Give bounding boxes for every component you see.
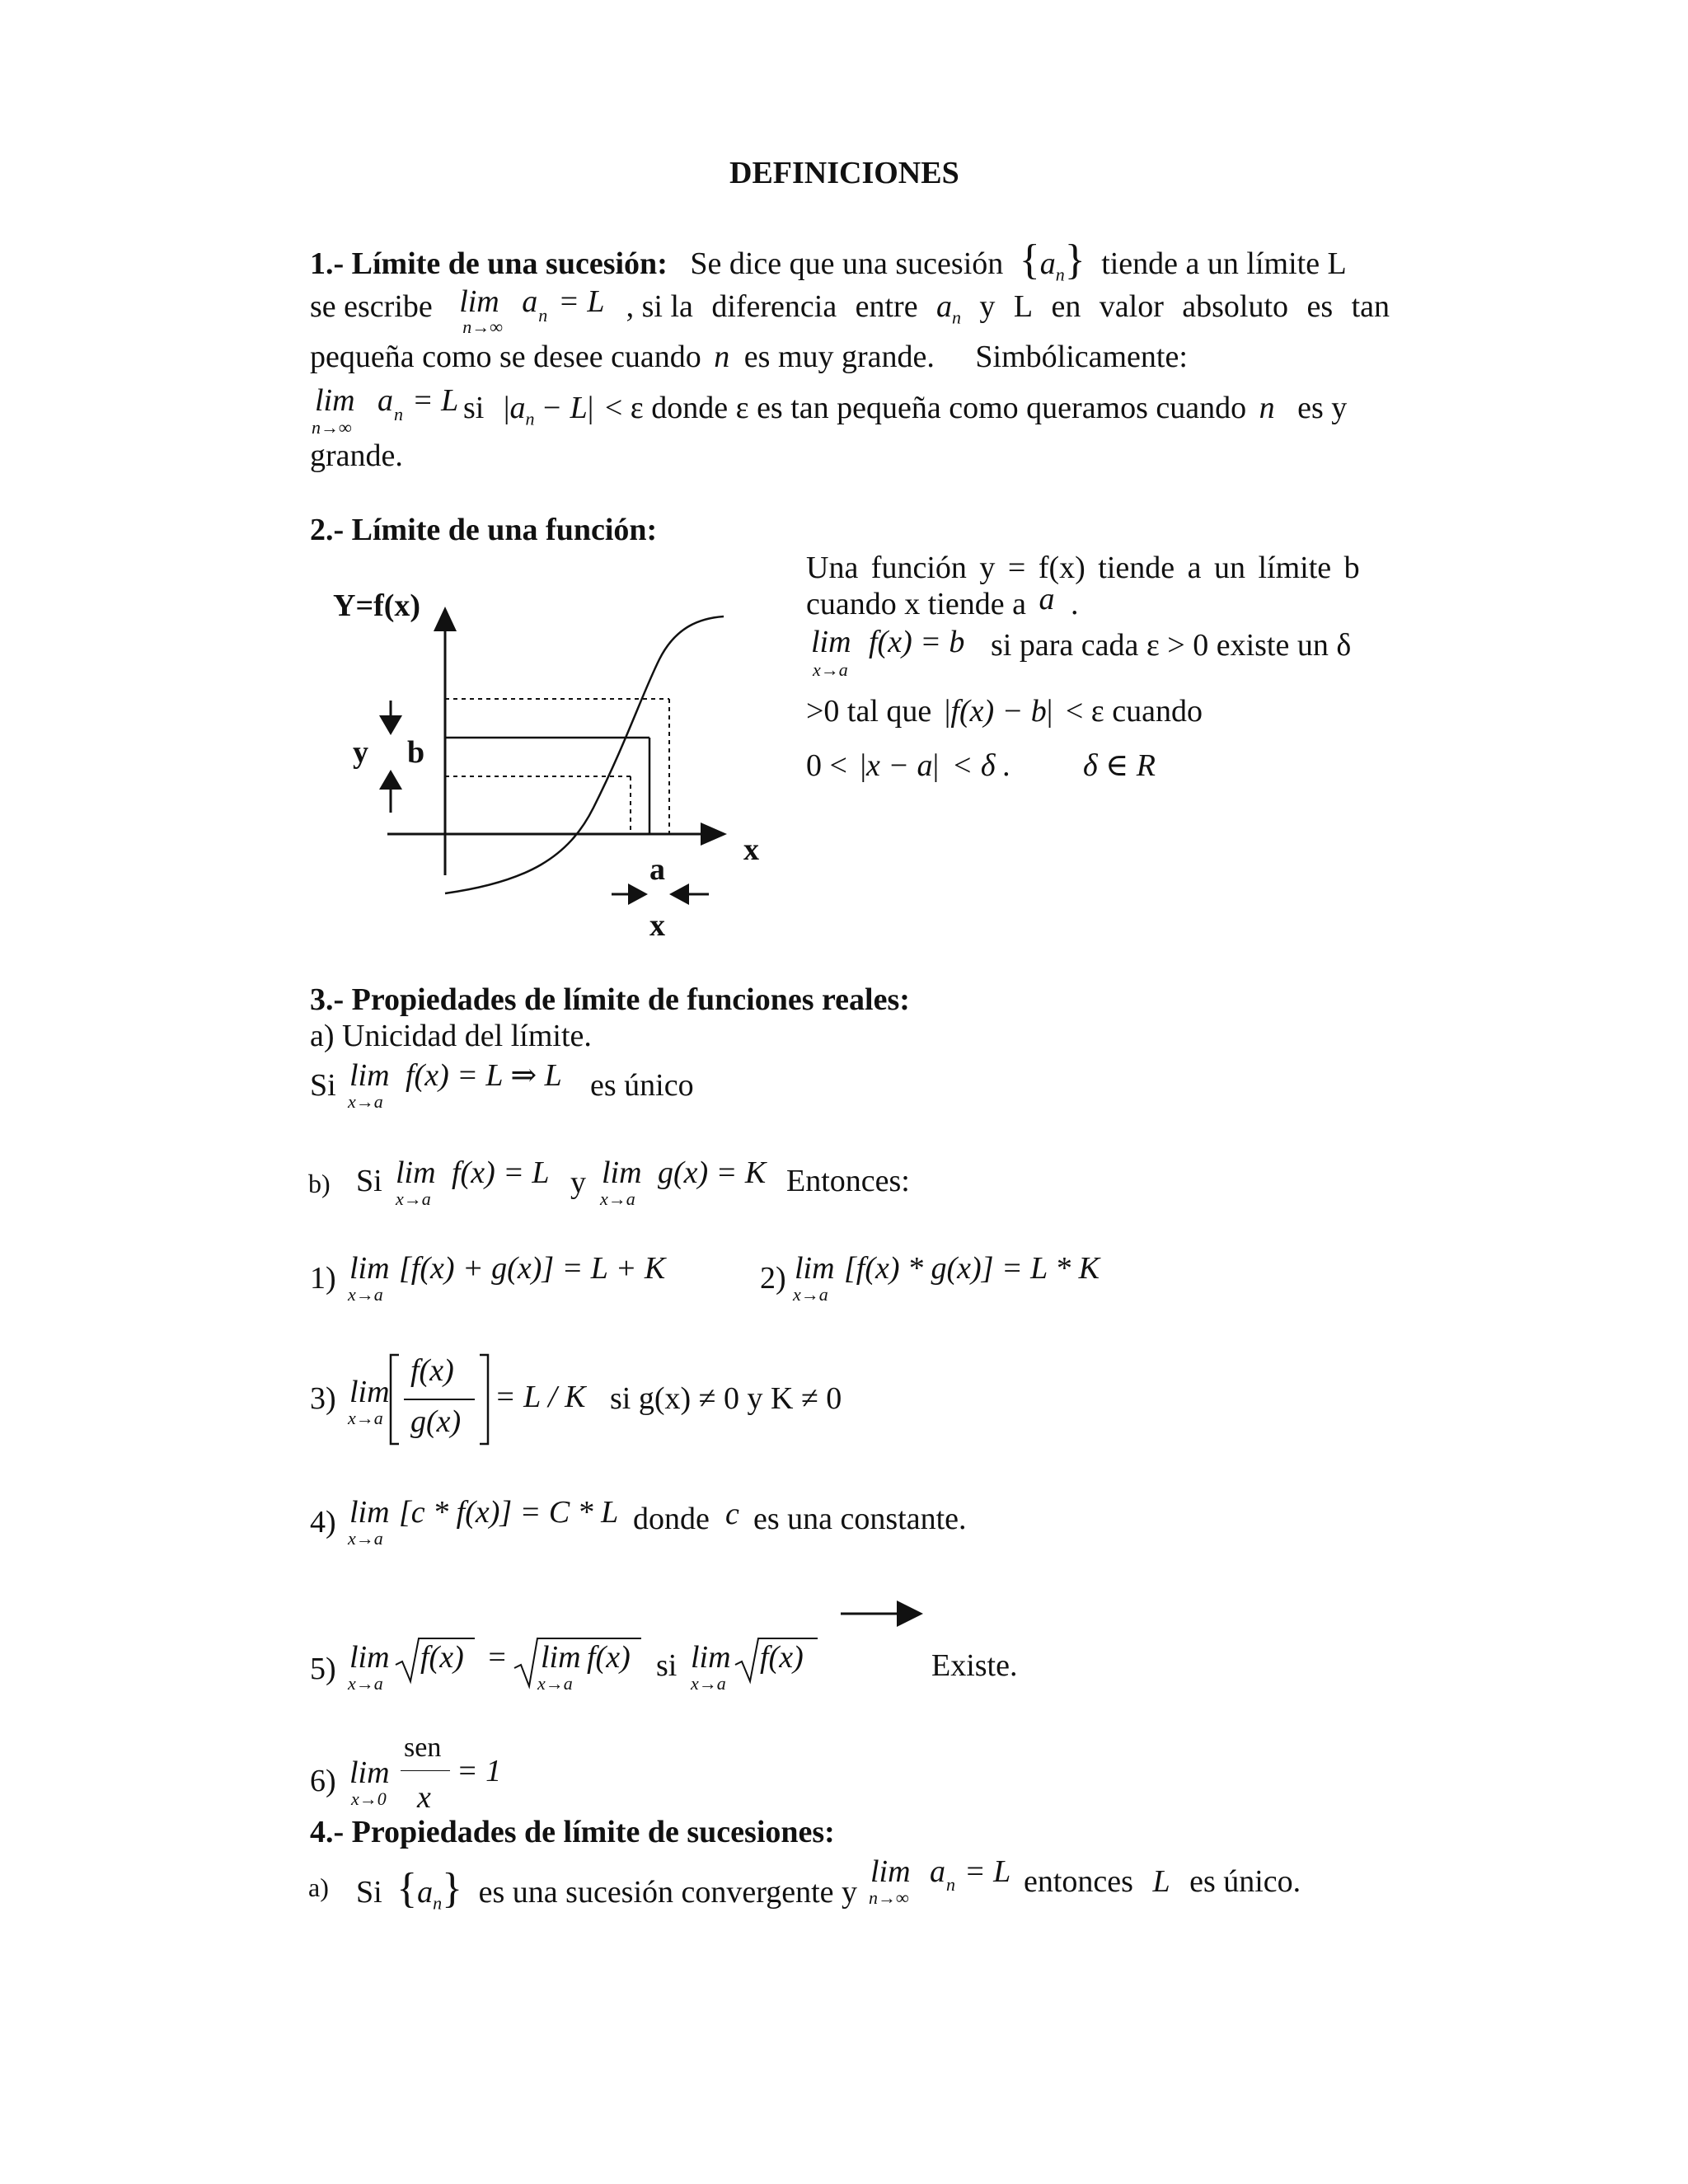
text: Se dice que una sucesión (690, 246, 1004, 281)
lim-word: lim (396, 1155, 436, 1190)
text: es y (1297, 391, 1348, 425)
lim-word: lim (795, 1251, 835, 1286)
text: entonces (1024, 1864, 1133, 1899)
item-number: 3) (310, 1381, 336, 1416)
lim-word: lim (349, 1640, 390, 1675)
lim-subscript: x→a (348, 1528, 383, 1549)
text: pequeña como se desee cuando (310, 340, 701, 374)
text: < ε donde ε es tan pequeña como queramos cuando (604, 391, 1247, 425)
lim-word: lim (691, 1640, 731, 1675)
text: es muy grande. (743, 340, 935, 374)
lim-subscript: x→a (813, 659, 848, 680)
math-var: c (725, 1497, 739, 1531)
section-1-line-5: grande. (310, 438, 403, 473)
lim-subscript: x→a (396, 1188, 431, 1209)
math-var: a (930, 1854, 945, 1889)
lim-subscript: x→a (348, 1091, 383, 1112)
fraction-denominator: g(x) (410, 1404, 462, 1439)
math-expr: δ ∈ R (1082, 748, 1156, 783)
text: valor (1099, 289, 1164, 324)
radicand: f(x) (760, 1640, 804, 1675)
text: 0 < (806, 748, 847, 783)
x-axis-arrow-icon (701, 823, 727, 846)
abs-bar: | (503, 391, 510, 425)
math-expr: f(x) = L (452, 1155, 550, 1190)
radicand: f(x) (587, 1640, 631, 1675)
section-3-heading: 3.- Propiedades de límite de funciones reales: (310, 982, 910, 1017)
math-expr: x − a (866, 748, 933, 783)
math-expr: [c * f(x)] = C * L (399, 1495, 619, 1530)
text: . (1070, 587, 1079, 621)
math-var: a (417, 1875, 434, 1910)
item-label: b) (308, 1169, 331, 1198)
math-limit (451, 284, 607, 337)
text: Entonces: (786, 1164, 910, 1198)
fraction-bar (401, 1770, 450, 1771)
fraction-numerator: f(x) (410, 1353, 454, 1388)
lim-subscript: x→a (537, 1673, 573, 1694)
text: Si (310, 1068, 336, 1103)
text: y (979, 289, 996, 324)
abs-bar: | (944, 694, 951, 729)
math-eq: = 1 (457, 1754, 502, 1788)
math-var: n (714, 340, 730, 374)
section-3-a-heading: a) Unicidad del límite. (310, 1019, 592, 1053)
item-number: 4) (310, 1505, 336, 1540)
graph-b-label: b (407, 735, 425, 770)
section-4-heading: 4.- Propiedades de límite de sucesiones: (310, 1815, 835, 1849)
section-4-line-a-end (1024, 1864, 1301, 1900)
math-var: L (1152, 1864, 1170, 1899)
abs-bar: | (1046, 694, 1053, 729)
text: es una sucesión convergente y (478, 1875, 858, 1910)
lim-word: lim (811, 625, 851, 659)
text: cuando x tiende a (806, 587, 1026, 621)
fraction-denominator: x (417, 1780, 431, 1815)
math-var: a (509, 391, 526, 425)
lim-word: lim (349, 1058, 390, 1093)
text: se escribe (310, 289, 433, 324)
function-curve (445, 616, 724, 893)
item-number: 5) (310, 1652, 336, 1686)
math-sub: n (946, 1874, 955, 1895)
lim-subscript: x→a (348, 1284, 383, 1305)
math-expr: g(x) = K (658, 1155, 767, 1190)
math-sub: n (538, 305, 548, 326)
lim-subscript: x→a (348, 1408, 383, 1428)
limit-graph (313, 577, 808, 956)
section-2-heading: 2.- Límite de una función: (310, 513, 658, 547)
item-number: 1) (310, 1261, 336, 1296)
text: si g(x) ≠ 0 y K ≠ 0 (610, 1381, 842, 1416)
item-label: a) (308, 1872, 329, 1902)
page-title: DEFINICIONES (729, 156, 959, 190)
text: Si (356, 1164, 382, 1198)
right-arrow-icon (628, 883, 648, 905)
math-var: a (522, 284, 538, 319)
math-var: a (377, 383, 393, 418)
math-var: a (1039, 246, 1056, 281)
lim-word: lim (349, 1375, 390, 1409)
text: Si (356, 1875, 382, 1910)
left-arrow-icon (669, 883, 689, 905)
math-sub: n (433, 1892, 443, 1914)
text: , si la (626, 289, 693, 324)
math-var: a (936, 289, 952, 324)
text: L (1013, 289, 1034, 324)
math-an (936, 288, 961, 329)
math-var: n (1259, 391, 1275, 425)
brace-close: } (442, 1865, 463, 1912)
abs-bar: | (587, 391, 594, 425)
abs-bar: | (932, 748, 940, 783)
text: >0 tal que (806, 694, 932, 729)
section-1-line-1 (310, 236, 1347, 285)
section-4-line-a (356, 1864, 857, 1914)
section-1-line-4 (463, 391, 1347, 429)
abs-bar: | (860, 748, 867, 783)
graph-x-axis-label: x (743, 832, 759, 867)
lim-subscript: x→a (793, 1284, 828, 1305)
text: Existe. (931, 1648, 1018, 1683)
lim-word: lim (349, 1495, 390, 1530)
graph-y-label: y (353, 735, 368, 770)
lim-word: lim (870, 1854, 911, 1889)
text: donde (633, 1502, 710, 1536)
lim-subscript: n→∞ (462, 316, 503, 337)
down-arrow-icon (379, 715, 402, 735)
text: y (570, 1165, 586, 1200)
up-arrow-icon (379, 770, 402, 790)
text: es único (590, 1068, 694, 1103)
math-expr: < δ . (951, 748, 1011, 783)
text: en (1051, 289, 1081, 324)
lim-word: lim (602, 1155, 642, 1190)
math-expr: f(x) = b (869, 625, 965, 659)
graph-a-label: a (649, 852, 665, 887)
text: si para cada ε > 0 existe un δ (991, 628, 1352, 663)
y-axis-arrow-icon (434, 607, 457, 631)
section-2-right-line-5 (806, 748, 1156, 785)
graph-delta-x-label: x (649, 908, 665, 943)
text: < ε cuando (1065, 694, 1203, 729)
section-1-line-3 (310, 340, 1188, 376)
brace-open: { (396, 1865, 418, 1912)
lim-subscript: x→0 (351, 1788, 387, 1809)
lim-subscript: n→∞ (869, 1887, 909, 1908)
math-expr: f(x) − b (950, 694, 1047, 729)
text: absoluto (1182, 289, 1289, 324)
lim-word: lim (315, 383, 355, 418)
text: si (656, 1648, 678, 1683)
section-2-right-line-1: Una función y = f(x) tiende a un límite b (806, 551, 1360, 585)
math-var: a (1039, 582, 1055, 616)
right-arrow-icon (839, 1597, 925, 1630)
item-number: 6) (310, 1764, 336, 1798)
fraction-numerator: sen (404, 1732, 442, 1763)
math-sub: n (394, 404, 403, 424)
section-2-right-line-4 (806, 694, 1203, 730)
text: Simbólicamente: (975, 340, 1188, 374)
math-eq: = (486, 1640, 508, 1675)
text: entre (855, 289, 918, 324)
lim-word: lim (349, 1251, 390, 1286)
radicand: f(x) (420, 1640, 464, 1675)
lim-subscript: n→∞ (312, 417, 352, 438)
lim-word: lim (459, 284, 499, 319)
section-1-heading: 1.- Límite de una sucesión: (310, 246, 668, 281)
text: si (463, 391, 485, 425)
lim-word: lim (541, 1640, 581, 1675)
text: diferencia (711, 289, 837, 324)
math-eq: = L (558, 284, 605, 319)
lim-word: lim (349, 1755, 390, 1790)
lim-subscript: x→a (600, 1188, 635, 1209)
brace-close: } (1064, 237, 1085, 284)
text: es una constante. (753, 1502, 967, 1536)
math-expr: [f(x) * g(x)] = L * K (844, 1251, 1100, 1286)
text: es único. (1189, 1864, 1301, 1899)
math-expr: − L (541, 391, 588, 425)
math-expr: [f(x) + g(x)] = L + K (399, 1251, 666, 1286)
math-expr: f(x) = L ⇒ L (406, 1058, 562, 1093)
text: tan (1351, 289, 1390, 324)
text: es (1306, 289, 1334, 324)
text: tiende a un límite L (1101, 246, 1347, 281)
lim-subscript: x→a (691, 1673, 726, 1694)
math-eq: = L (964, 1854, 1011, 1889)
math-sub: n (525, 408, 535, 429)
graph-y-axis-label: Y=f(x) (333, 588, 421, 623)
math-expr: = L / K (495, 1380, 586, 1414)
section-1-line-2 (310, 284, 1390, 337)
item-number: 2) (760, 1261, 786, 1296)
math-sub: n (1055, 264, 1065, 285)
math-eq: = L (412, 383, 459, 418)
brace-open: { (1019, 237, 1040, 284)
math-sub: n (952, 307, 961, 328)
section-2-right-line-2 (806, 582, 1079, 623)
lim-subscript: x→a (348, 1673, 383, 1694)
